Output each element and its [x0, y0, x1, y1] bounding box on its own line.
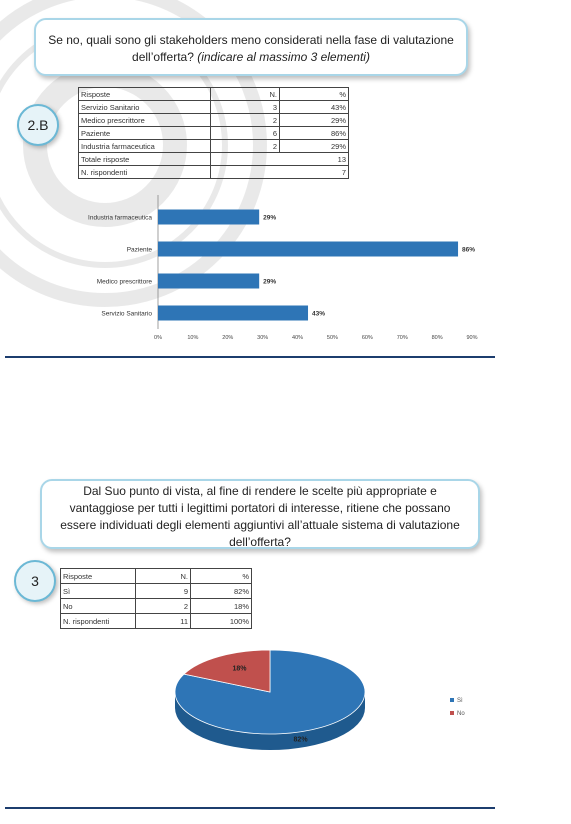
table-row — [61, 599, 252, 614]
table-cell: 43% — [280, 101, 349, 114]
table-cell: 29% — [280, 140, 349, 153]
section-divider — [5, 356, 495, 358]
x-tick-label: 20% — [222, 335, 234, 340]
bar — [158, 210, 259, 225]
table-row — [79, 101, 349, 114]
section-badge-3 — [14, 560, 56, 602]
table-cell: N. rispondenti — [79, 166, 211, 179]
table-cell: 29% — [280, 114, 349, 127]
table-cell: 2 — [136, 599, 191, 614]
table-cell: 9 — [136, 584, 191, 599]
data-label: 29% — [263, 214, 277, 222]
table-row-rispondenti — [79, 166, 349, 179]
header-cell: Risposte — [79, 88, 211, 101]
question-text-3: Dal Suo punto di vista, al fine di rendere le scelte più appropriate e vantaggiose per tutti i legittimi portatori di interesse, ritiene che possano essere individuati degli elementi aggiuntivi all’attuale sistema di valutazione dell’offerta? — [60, 484, 460, 549]
table-cell: N. rispondenti — [61, 614, 136, 629]
table-cell: 2 — [211, 140, 280, 153]
table-row — [61, 584, 252, 599]
header-cell: Risposte — [61, 569, 136, 584]
category-label: Industria farmaceutica — [88, 214, 152, 222]
results-table-3 — [60, 568, 252, 629]
table-cell: 13 — [211, 153, 349, 166]
bar — [158, 306, 308, 321]
table-cell: 82% — [191, 584, 252, 599]
table-cell: Servizio Sanitario — [79, 101, 211, 114]
table-cell: 18% — [191, 599, 252, 614]
table-row — [61, 614, 252, 629]
legend-swatch — [450, 698, 454, 702]
section-badge-3-label: 3 — [31, 573, 39, 589]
pie-data-label: 82% — [293, 736, 308, 744]
data-label: 86% — [462, 246, 476, 254]
bar-chart — [0, 195, 500, 340]
x-tick-label: 70% — [396, 335, 408, 340]
header-cell: N. — [136, 569, 191, 584]
results-table-2b — [78, 87, 349, 179]
x-tick-label: 10% — [187, 335, 199, 340]
pie-chart — [160, 640, 500, 760]
question-text-2b: Se no, quali sono gli stakeholders meno considerati nella fase di valutazione dell’offerta? — [48, 33, 454, 64]
question-box-2b — [34, 18, 468, 76]
data-label: 43% — [312, 310, 326, 318]
table-header — [61, 569, 252, 584]
category-label: Paziente — [126, 246, 152, 254]
legend-swatch — [450, 711, 454, 715]
table-cell: Totale risposte — [79, 153, 211, 166]
header-cell: N. — [211, 88, 280, 101]
table-cell: 2 — [211, 114, 280, 127]
category-label: Medico prescrittore — [96, 278, 152, 286]
x-tick-label: 80% — [431, 335, 443, 340]
table-cell: Industria farmaceutica — [79, 140, 211, 153]
legend-label: Sì — [457, 698, 463, 704]
section-divider — [5, 807, 495, 809]
x-tick-label: 50% — [326, 335, 338, 340]
question-box-3 — [40, 479, 480, 549]
table-cell: 86% — [280, 127, 349, 140]
header-cell: % — [280, 88, 349, 101]
bar — [158, 242, 458, 257]
data-label: 29% — [263, 278, 277, 286]
header-cell: % — [191, 569, 252, 584]
question-note-2b: (indicare al massimo 3 elementi) — [197, 50, 370, 64]
table-row — [79, 127, 349, 140]
legend-label: No — [457, 711, 465, 717]
table-cell: 11 — [136, 614, 191, 629]
table-row — [79, 140, 349, 153]
bar — [158, 274, 259, 289]
pie-data-label: 18% — [232, 665, 247, 673]
table-header — [79, 88, 349, 101]
table-cell: Medico prescrittore — [79, 114, 211, 127]
table-cell: 7 — [211, 166, 349, 179]
x-tick-label: 30% — [257, 335, 269, 340]
table-cell: 6 — [211, 127, 280, 140]
x-tick-label: 60% — [361, 335, 373, 340]
table-row — [79, 114, 349, 127]
table-cell: Paziente — [79, 127, 211, 140]
category-label: Servizio Sanitario — [101, 310, 152, 318]
x-tick-label: 0% — [154, 335, 162, 340]
x-tick-label: 90% — [466, 335, 478, 340]
x-tick-label: 40% — [292, 335, 304, 340]
section-badge-2b-label: 2.B — [27, 117, 49, 133]
table-cell: Sì — [61, 584, 136, 599]
table-cell: No — [61, 599, 136, 614]
section-badge-2b — [17, 104, 59, 146]
table-row-totale — [79, 153, 349, 166]
table-cell: 100% — [191, 614, 252, 629]
table-cell: 3 — [211, 101, 280, 114]
